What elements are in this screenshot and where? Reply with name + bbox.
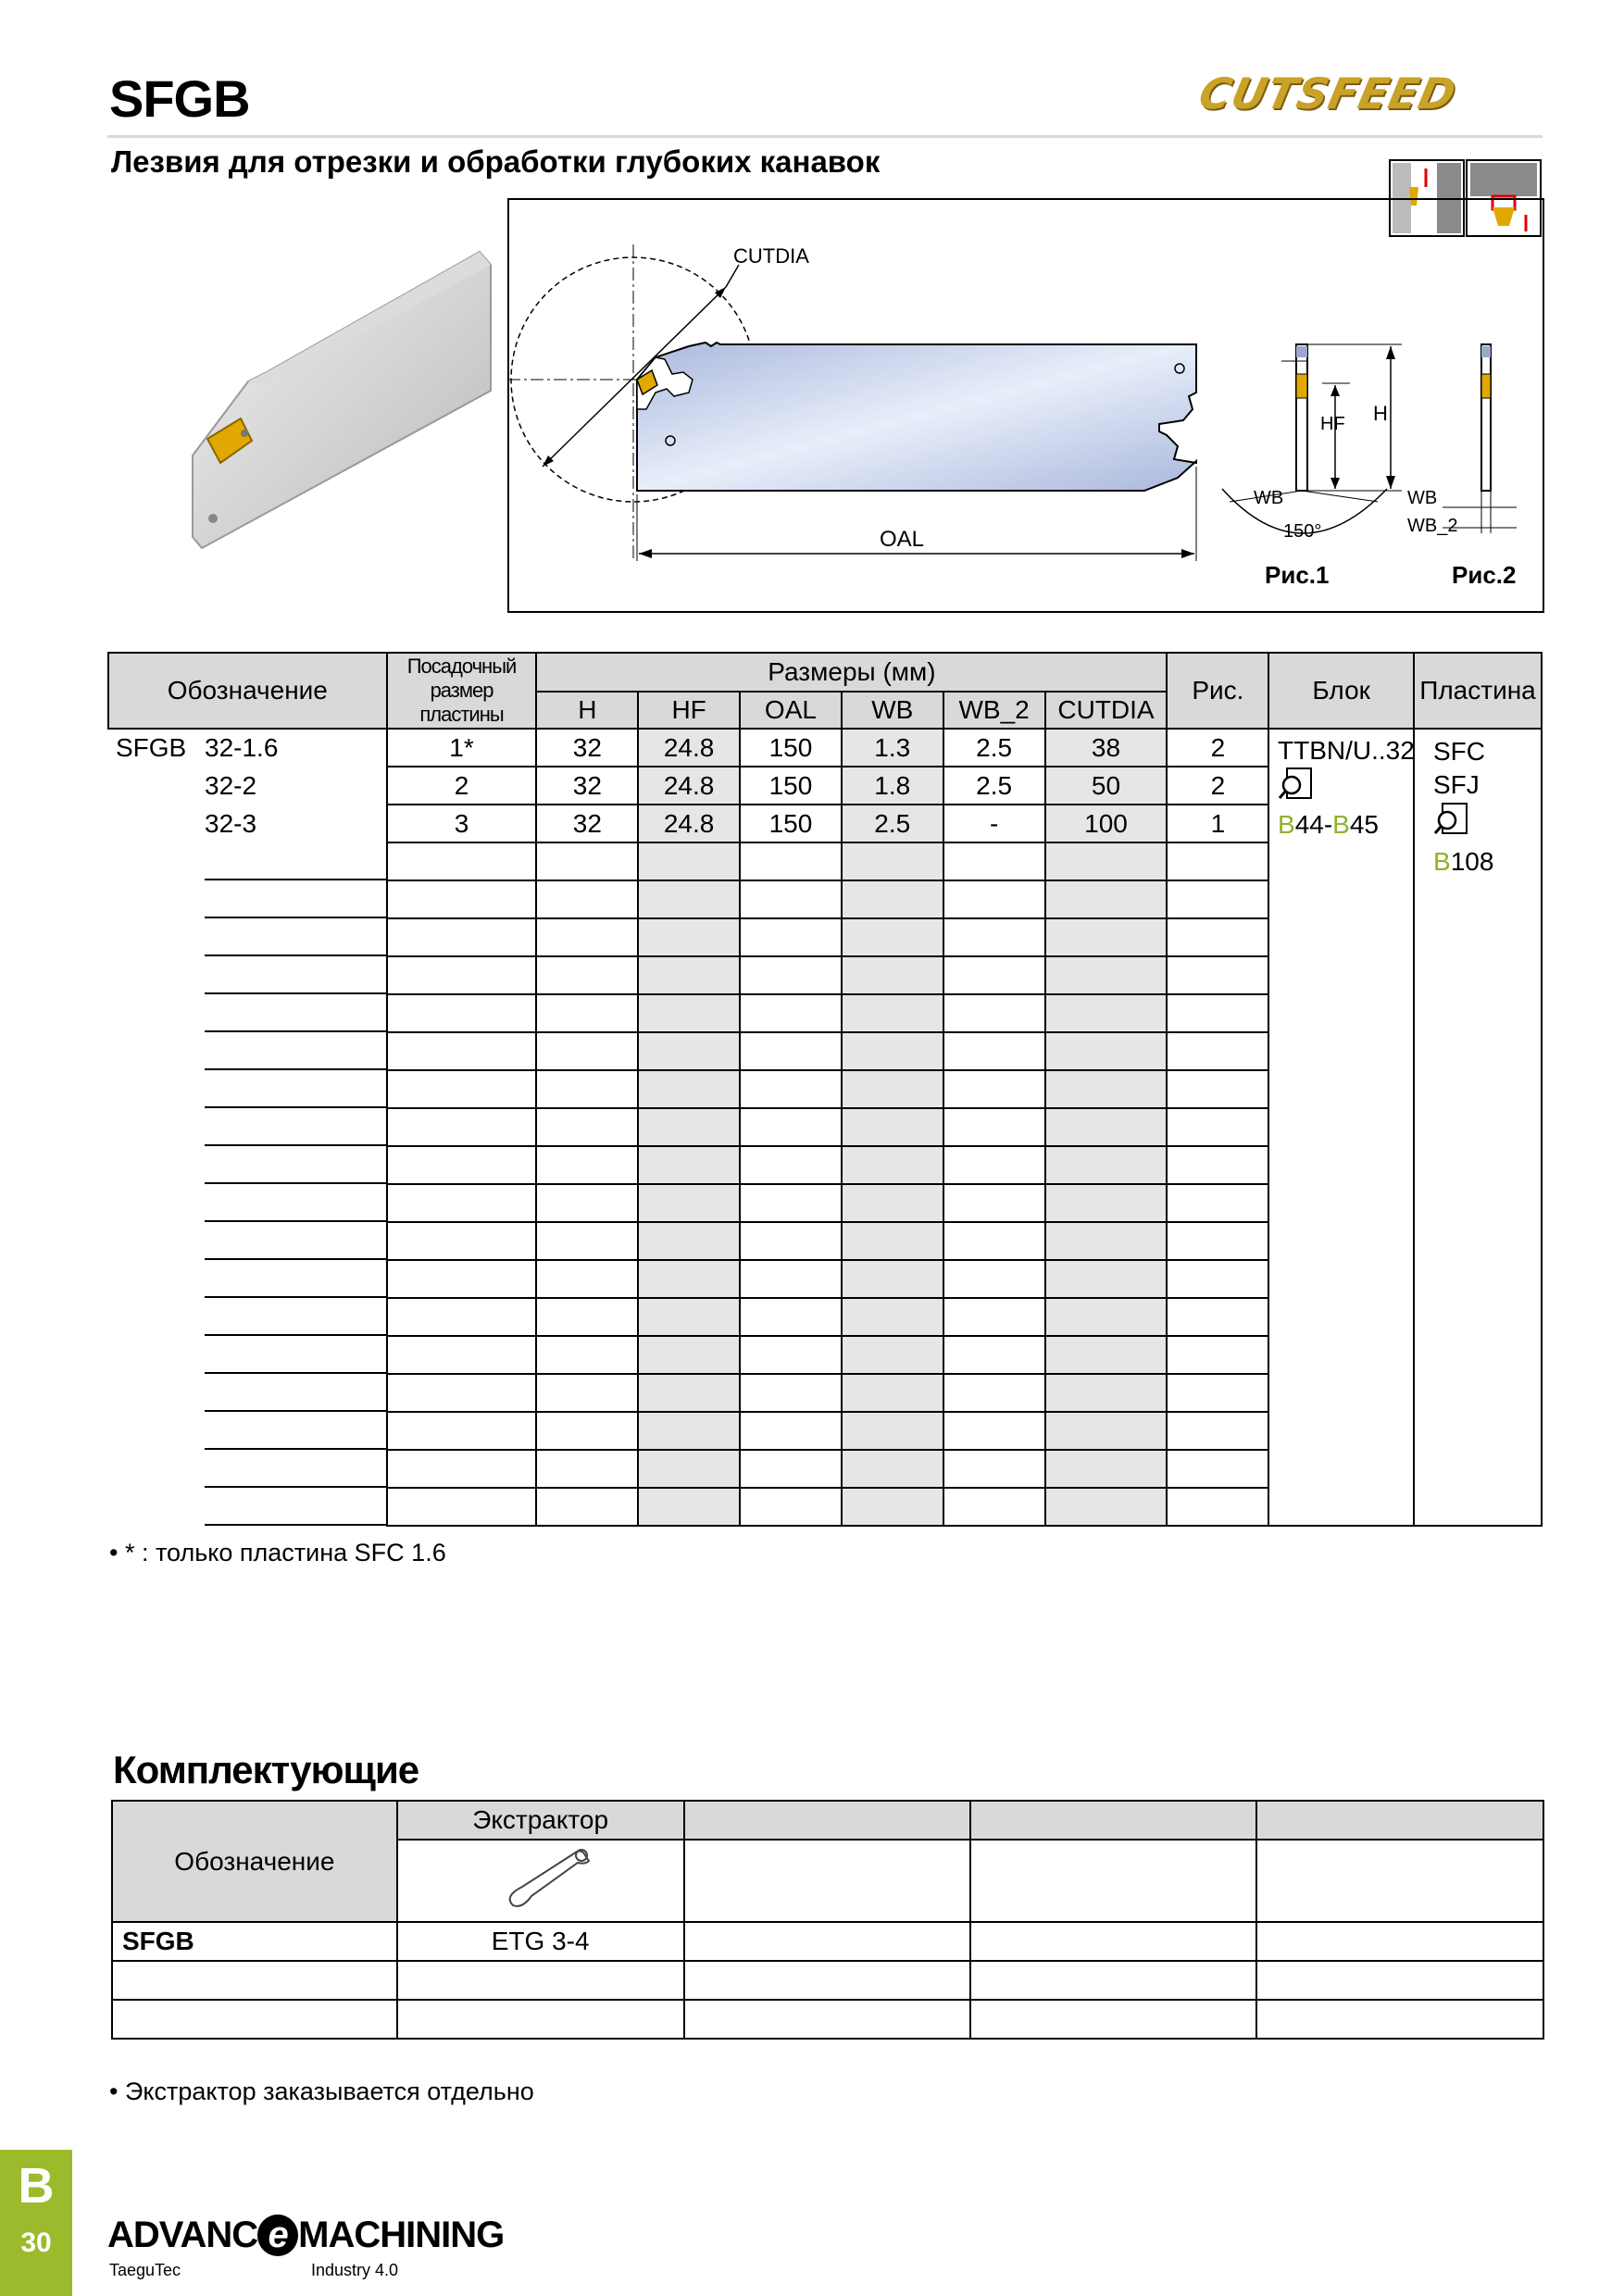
row-code (108, 880, 387, 918)
row-code (108, 918, 387, 956)
cell-h (536, 1032, 638, 1070)
row-code (108, 1298, 387, 1336)
hf-label: HF (1320, 414, 1345, 434)
cell-fig (1167, 1260, 1268, 1298)
cell-oal (740, 1070, 842, 1108)
footer-brand: ADVANC e MACHINING (107, 2215, 505, 2255)
cell-fig (1167, 1222, 1268, 1260)
cell-cutdia (1045, 1032, 1168, 1070)
row-code (108, 1032, 387, 1070)
header-insert: Пластина (1414, 653, 1542, 729)
accessories-table (111, 1800, 1544, 2040)
cell-fig (1167, 1336, 1268, 1374)
cell-oal (740, 1488, 842, 1526)
header-fig: Рис. (1167, 653, 1268, 729)
cell-seat (387, 880, 537, 918)
cell-wb (842, 1146, 943, 1184)
cell-fig (1167, 1032, 1268, 1070)
cell-hf: 24.8 (638, 729, 740, 767)
row-code (108, 1260, 387, 1298)
cell-oal (740, 918, 842, 956)
cell-wb2 (943, 994, 1045, 1032)
cell-cutdia (1045, 1412, 1168, 1450)
cell-oal (740, 1260, 842, 1298)
cell-wb (842, 1488, 943, 1526)
header-wb2: WB_2 (943, 692, 1045, 729)
cell-hf (638, 1222, 740, 1260)
acc-header-empty (970, 1801, 1256, 1840)
cell-wb (842, 1184, 943, 1222)
cell-cutdia (1045, 1336, 1168, 1374)
cell-h (536, 1146, 638, 1184)
insert-ref[interactable]: B108 (1433, 847, 1494, 876)
cell-h: 32 (536, 805, 638, 842)
header-oal: OAL (740, 692, 842, 729)
acc-header-designation: Обозначение (112, 1801, 397, 1922)
cell-wb (842, 1412, 943, 1450)
cell-fig: 2 (1167, 729, 1268, 767)
block-ref[interactable]: B44-B45 (1278, 810, 1379, 839)
cell-hf (638, 880, 740, 918)
cell-hf (638, 1032, 740, 1070)
cell-wb2 (943, 1374, 1045, 1412)
cell-hf (638, 918, 740, 956)
brand-logo: CUTSFEED (1194, 69, 1461, 119)
page-title: SFGB (109, 69, 250, 128)
insert-name-2: SFJ (1433, 770, 1480, 799)
cell-oal (740, 1032, 842, 1070)
cell-wb2 (943, 842, 1045, 880)
cell-fig (1167, 1184, 1268, 1222)
row-code (108, 1374, 387, 1412)
block-column (1268, 729, 1414, 1526)
row-code (108, 994, 387, 1032)
cell-hf (638, 1146, 740, 1184)
cell-oal (740, 1336, 842, 1374)
magnifier-icon[interactable] (1433, 802, 1468, 837)
cell-hf (638, 1070, 740, 1108)
cell-wb2 (943, 1146, 1045, 1184)
cell-wb (842, 994, 943, 1032)
cell-fig (1167, 880, 1268, 918)
cell-seat (387, 1374, 537, 1412)
cell-wb (842, 1222, 943, 1260)
cell-cutdia (1045, 1260, 1168, 1298)
row-code: 32-2 (205, 770, 257, 800)
cell-cutdia (1045, 1374, 1168, 1412)
cell-oal (740, 1222, 842, 1260)
row-code (108, 1336, 387, 1374)
cell-h (536, 1070, 638, 1108)
cell-oal: 150 (740, 767, 842, 805)
header-dimensions: Размеры (мм) (536, 653, 1167, 692)
cell-wb (842, 1260, 943, 1298)
cell-fig (1167, 1108, 1268, 1146)
cell-fig (1167, 918, 1268, 956)
cell-seat (387, 1146, 537, 1184)
cell-seat (387, 1488, 537, 1526)
cell-cutdia (1045, 1146, 1168, 1184)
cell-wb2 (943, 1184, 1045, 1222)
insert-name-1: SFC (1433, 737, 1485, 766)
cell-hf (638, 1184, 740, 1222)
page-number: 30 (20, 2227, 52, 2258)
acc-header-extractor: Экстрактор (397, 1801, 684, 1840)
cell-seat (387, 1336, 537, 1374)
cell-cutdia (1045, 1488, 1168, 1526)
row-code (108, 1070, 387, 1108)
wb-label: WB (1254, 488, 1284, 508)
wb2-fig2-label: WB_2 (1407, 516, 1458, 536)
header-rule (107, 135, 1543, 138)
angle-label: 150° (1283, 521, 1322, 542)
cell-hf (638, 1450, 740, 1488)
cell-hf (638, 842, 740, 880)
cell-cutdia: 38 (1045, 729, 1168, 767)
section-tab (0, 2150, 72, 2296)
cell-hf (638, 1412, 740, 1450)
row-prefix: SFGB (116, 733, 187, 762)
cell-seat (387, 1032, 537, 1070)
row-code (108, 842, 387, 880)
cell-wb2 (943, 1488, 1045, 1526)
cell-seat: 1* (387, 729, 537, 767)
extractor-image-cell (397, 1840, 684, 1922)
cell-fig: 2 (1167, 767, 1268, 805)
cell-wb2 (943, 1412, 1045, 1450)
cell-oal (740, 994, 842, 1032)
footer-tagline: Industry 4.0 (311, 2261, 399, 2279)
extractor-icon (485, 1841, 596, 1915)
row-code (108, 1108, 387, 1146)
cell-h (536, 880, 638, 918)
cell-seat (387, 1260, 537, 1298)
row-code (108, 956, 387, 994)
cell-hf: 24.8 (638, 805, 740, 842)
cell-h: 32 (536, 729, 638, 767)
cell-oal (740, 880, 842, 918)
cell-seat: 2 (387, 767, 537, 805)
cell-seat (387, 1108, 537, 1146)
header-seat-size: Посадочный размер пластины (387, 653, 537, 729)
cell-fig (1167, 1146, 1268, 1184)
acc-row-code: SFGB (112, 1922, 397, 1961)
cell-oal (740, 1184, 842, 1222)
cell-h (536, 994, 638, 1032)
cell-h (536, 842, 638, 880)
cell-fig (1167, 1488, 1268, 1526)
cell-cutdia (1045, 918, 1168, 956)
cell-oal (740, 956, 842, 994)
cell-seat (387, 1298, 537, 1336)
cell-wb (842, 1070, 943, 1108)
row-code (108, 1146, 387, 1184)
cell-cutdia: 100 (1045, 805, 1168, 842)
row-code: SFGB 32-1.6 (116, 733, 279, 762)
acc-header-empty (1256, 1801, 1543, 1840)
cell-seat (387, 1184, 537, 1222)
cell-wb (842, 842, 943, 880)
cell-h (536, 956, 638, 994)
oal-label: OAL (880, 527, 925, 552)
cell-hf (638, 1488, 740, 1526)
cell-h: 32 (536, 767, 638, 805)
cell-wb2 (943, 1032, 1045, 1070)
row-code (108, 1412, 387, 1450)
header-block: Блок (1268, 653, 1414, 729)
cell-h (536, 1260, 638, 1298)
cell-wb: 1.8 (842, 767, 943, 805)
cell-wb: 1.3 (842, 729, 943, 767)
drawing-svg (507, 198, 1543, 611)
page-subtitle: Лезвия для отрезки и обработки глубоких канавок (111, 144, 881, 179)
cell-wb2 (943, 1222, 1045, 1260)
cell-wb2 (943, 918, 1045, 956)
cell-wb (842, 1108, 943, 1146)
cell-oal (740, 1412, 842, 1450)
fig2-label: Рис.2 (1452, 561, 1517, 589)
cell-wb (842, 1336, 943, 1374)
cell-fig (1167, 1070, 1268, 1108)
magnifier-icon[interactable] (1278, 767, 1313, 802)
cell-wb: 2.5 (842, 805, 943, 842)
cell-fig (1167, 842, 1268, 880)
cell-seat: 3 (387, 805, 537, 842)
cell-oal: 150 (740, 805, 842, 842)
cell-cutdia (1045, 1450, 1168, 1488)
brand-e-icon: e (257, 2215, 298, 2256)
cell-cutdia (1045, 880, 1168, 918)
cell-cutdia (1045, 1298, 1168, 1336)
cell-oal (740, 1298, 842, 1336)
cell-wb2 (943, 1070, 1045, 1108)
cell-wb2 (943, 880, 1045, 918)
footer-company: TaeguTec (109, 2261, 181, 2279)
cell-seat (387, 1450, 537, 1488)
cell-h (536, 1374, 638, 1412)
cell-wb2: 2.5 (943, 767, 1045, 805)
block-cell (1278, 735, 1415, 841)
cell-hf (638, 1298, 740, 1336)
cell-cutdia (1045, 956, 1168, 994)
cell-seat (387, 994, 537, 1032)
blade-photo (156, 243, 498, 576)
cell-wb2 (943, 1450, 1045, 1488)
cell-fig (1167, 956, 1268, 994)
header-wb: WB (842, 692, 943, 729)
cell-fig (1167, 1450, 1268, 1488)
cell-h (536, 1108, 638, 1146)
cell-wb (842, 1032, 943, 1070)
cell-cutdia (1045, 842, 1168, 880)
cell-seat (387, 1412, 537, 1450)
cell-cutdia (1045, 1184, 1168, 1222)
cell-wb (842, 1298, 943, 1336)
cell-seat (387, 1222, 537, 1260)
cutdia-label: CUTDIA (733, 244, 809, 268)
cell-wb2 (943, 1108, 1045, 1146)
cell-h (536, 1298, 638, 1336)
cell-cutdia (1045, 1070, 1168, 1108)
footnote-seat: • * : только пластина SFC 1.6 (109, 1539, 446, 1566)
row-code (108, 1222, 387, 1260)
header-cutdia: CUTDIA (1045, 692, 1168, 729)
cell-wb2: 2.5 (943, 729, 1045, 767)
cell-h (536, 918, 638, 956)
cell-cutdia: 50 (1045, 767, 1168, 805)
cell-fig (1167, 1298, 1268, 1336)
cell-wb (842, 956, 943, 994)
cell-seat (387, 918, 537, 956)
row-code (108, 1184, 387, 1222)
cell-wb (842, 1450, 943, 1488)
cell-fig (1167, 1374, 1268, 1412)
cell-wb2 (943, 1336, 1045, 1374)
cell-cutdia (1045, 994, 1168, 1032)
acc-row-value: ETG 3-4 (397, 1922, 684, 1961)
fig1-label: Рис.1 (1265, 561, 1330, 589)
insert-cell (1433, 735, 1493, 879)
cell-oal (740, 842, 842, 880)
cell-h (536, 1184, 638, 1222)
cell-h (536, 1450, 638, 1488)
cell-wb (842, 880, 943, 918)
cell-cutdia (1045, 1222, 1168, 1260)
row-code (108, 1488, 387, 1526)
block-name: TTBN/U..32 (1278, 736, 1415, 765)
header-h: H (536, 692, 638, 729)
cell-hf: 24.8 (638, 767, 740, 805)
cell-hf (638, 1108, 740, 1146)
cell-wb (842, 1374, 943, 1412)
header-designation: Обозначение (108, 653, 387, 729)
cell-seat (387, 1070, 537, 1108)
h-label: H (1373, 402, 1388, 425)
row-code (108, 1450, 387, 1488)
cell-seat (387, 956, 537, 994)
cell-oal (740, 1108, 842, 1146)
cell-hf (638, 1260, 740, 1298)
cell-fig (1167, 994, 1268, 1032)
cell-h (536, 1222, 638, 1260)
cell-oal (740, 1374, 842, 1412)
cell-hf (638, 1374, 740, 1412)
cell-fig (1167, 1412, 1268, 1450)
section-letter: B (18, 2158, 55, 2214)
accessories-title: Комплектующие (113, 1748, 419, 1791)
header-hf: HF (638, 692, 740, 729)
cell-oal (740, 1450, 842, 1488)
row-code: 32-3 (205, 808, 257, 838)
cell-h (536, 1412, 638, 1450)
cell-hf (638, 956, 740, 994)
cell-wb2 (943, 1260, 1045, 1298)
cell-seat (387, 842, 537, 880)
cell-h (536, 1488, 638, 1526)
cell-wb2: - (943, 805, 1045, 842)
wb-fig2-label: WB (1407, 488, 1438, 508)
acc-header-empty (684, 1801, 970, 1840)
grooving-icon (1470, 163, 1537, 196)
cell-wb2 (943, 1298, 1045, 1336)
cell-wb2 (943, 956, 1045, 994)
cell-fig: 1 (1167, 805, 1268, 842)
footnote-extractor: • Экстрактор заказывается отдельно (109, 2078, 534, 2105)
cell-wb (842, 918, 943, 956)
cell-cutdia (1045, 1108, 1168, 1146)
cell-oal (740, 1146, 842, 1184)
cell-oal: 150 (740, 729, 842, 767)
cell-h (536, 1336, 638, 1374)
cell-hf (638, 994, 740, 1032)
cell-hf (638, 1336, 740, 1374)
